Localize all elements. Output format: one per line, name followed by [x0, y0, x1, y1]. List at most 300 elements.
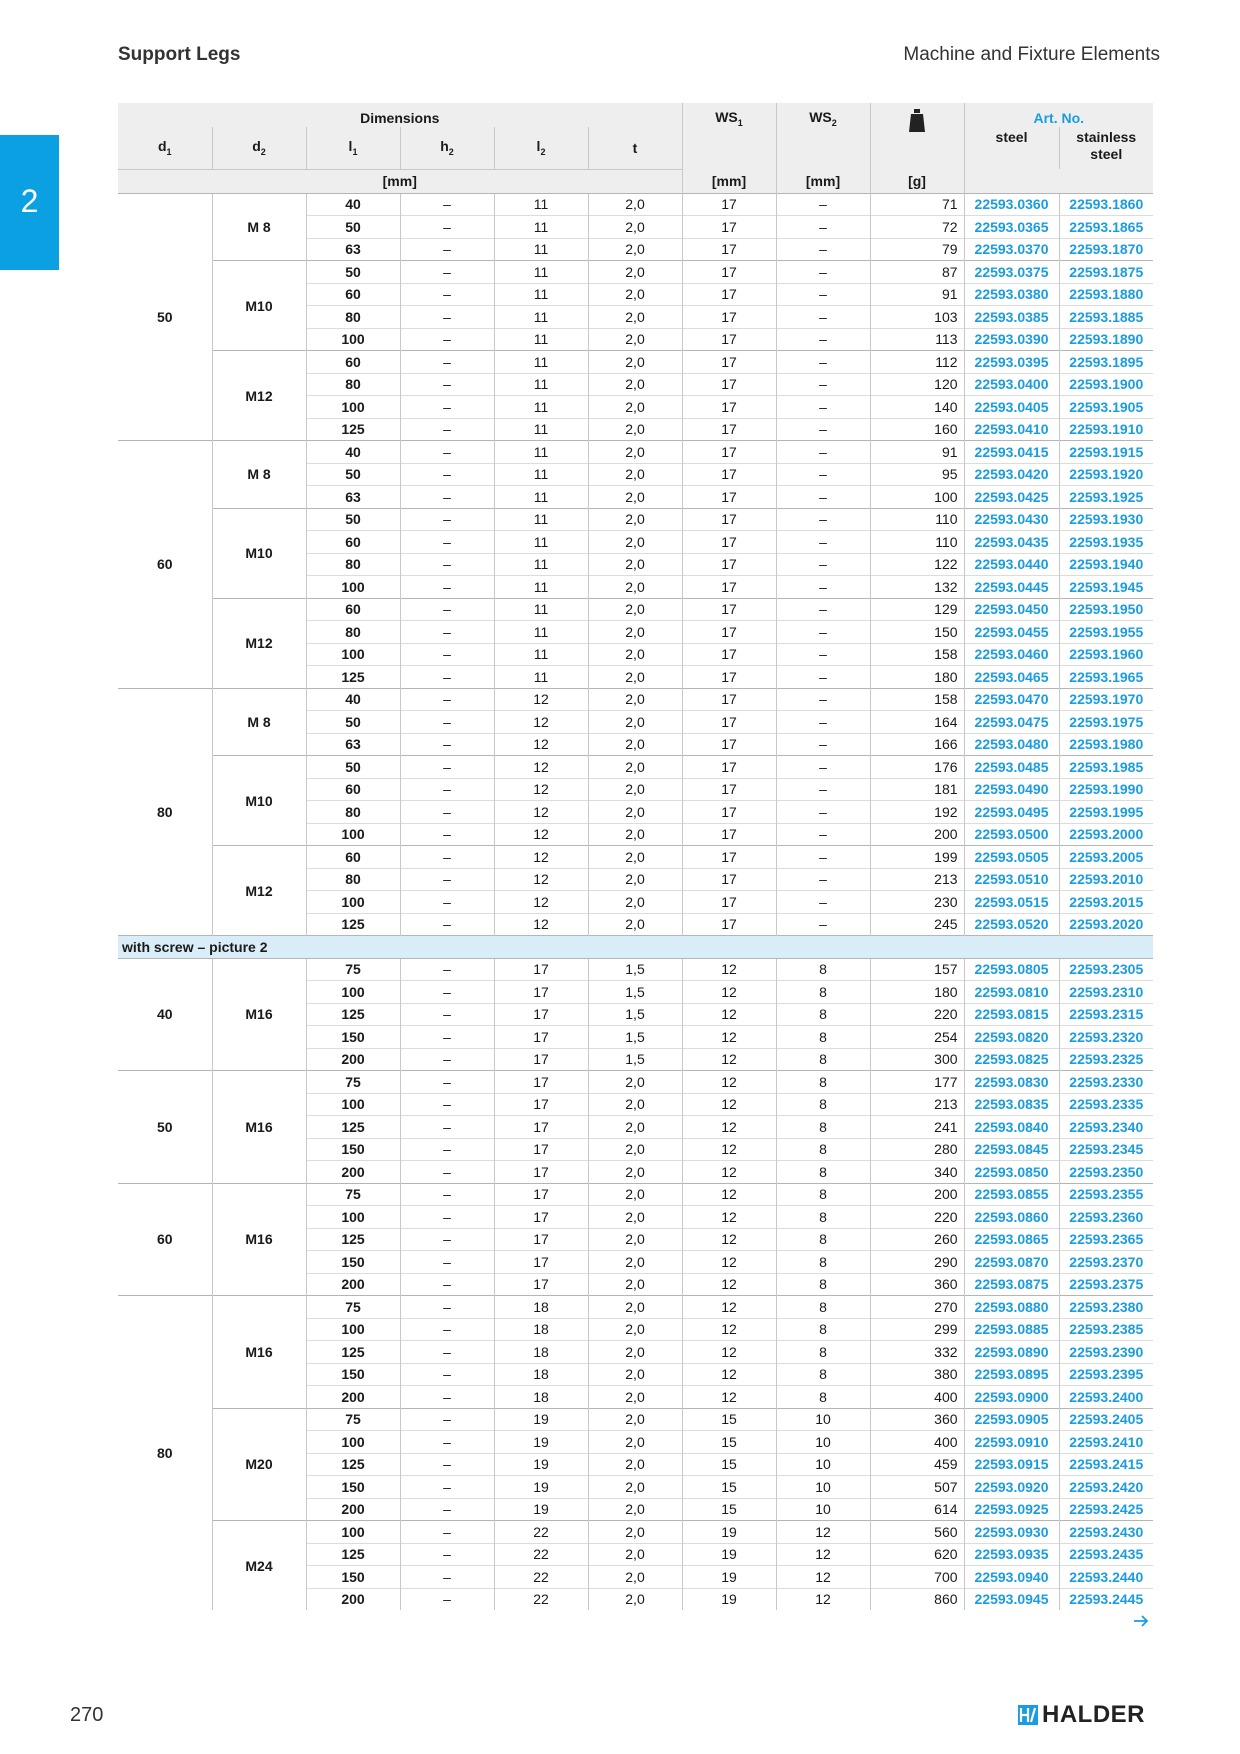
cell-h2: –	[400, 216, 494, 239]
cell-ws2: –	[776, 306, 870, 329]
cell-l2: 17	[494, 1003, 588, 1026]
cell-weight: 129	[870, 598, 964, 621]
cell-l2: 11	[494, 193, 588, 216]
ws1-sub: 1	[737, 117, 743, 128]
cell-artno-stainless[interactable]: 22593.2355	[1059, 1183, 1153, 1206]
cell-h2: –	[400, 1566, 494, 1589]
cell-ws2: 8	[776, 1318, 870, 1341]
cell-ws2: –	[776, 463, 870, 486]
cell-ws1: 19	[682, 1543, 776, 1566]
support-legs-table-container	[118, 103, 1153, 1610]
cell-weight: 157	[870, 958, 964, 981]
cell-h2: –	[400, 621, 494, 644]
cell-artno-steel[interactable]: 22593.0480	[964, 733, 1059, 756]
cell-artno-stainless[interactable]: 22593.1910	[1059, 418, 1153, 441]
ws1-label: WS	[715, 109, 738, 125]
cell-artno-steel[interactable]: 22593.0875	[964, 1273, 1059, 1296]
cell-l2: 18	[494, 1296, 588, 1319]
cell-ws2: –	[776, 261, 870, 284]
cell-artno-steel[interactable]: 22593.0850	[964, 1161, 1059, 1184]
cell-artno-stainless[interactable]: 22593.2380	[1059, 1296, 1153, 1319]
cell-l1: 100	[306, 823, 400, 846]
cell-artno-stainless[interactable]: 22593.2395	[1059, 1363, 1153, 1386]
cell-artno-stainless[interactable]: 22593.1930	[1059, 508, 1153, 531]
cell-weight: 290	[870, 1251, 964, 1274]
cell-artno-steel[interactable]: 22593.0435	[964, 531, 1059, 554]
cell-artno-steel[interactable]: 22593.0425	[964, 486, 1059, 509]
cell-artno-steel[interactable]: 22593.0430	[964, 508, 1059, 531]
cell-artno-stainless[interactable]: 22593.1870	[1059, 238, 1153, 261]
cell-artno-steel[interactable]: 22593.0880	[964, 1296, 1059, 1319]
cell-l2: 11	[494, 306, 588, 329]
cell-weight: 100	[870, 486, 964, 509]
cell-artno-steel[interactable]: 22593.0515	[964, 891, 1059, 914]
cell-ws2: 8	[776, 1341, 870, 1364]
cell-weight: 200	[870, 823, 964, 846]
cell-artno-steel[interactable]: 22593.0890	[964, 1341, 1059, 1364]
cell-artno-stainless[interactable]: 22593.1985	[1059, 756, 1153, 779]
cell-artno-steel[interactable]: 22593.0375	[964, 261, 1059, 284]
cell-artno-steel[interactable]: 22593.0830	[964, 1071, 1059, 1094]
cell-h2: –	[400, 891, 494, 914]
cell-h2: –	[400, 238, 494, 261]
cell-h2: –	[400, 666, 494, 689]
cell-l2: 11	[494, 238, 588, 261]
cell-weight: 332	[870, 1341, 964, 1364]
cell-h2: –	[400, 328, 494, 351]
cell-l2: 19	[494, 1476, 588, 1499]
cell-l1: 75	[306, 1071, 400, 1094]
cell-artno-stainless[interactable]: 22593.2385	[1059, 1318, 1153, 1341]
cell-ws1: 15	[682, 1431, 776, 1454]
cell-t: 2,0	[588, 666, 682, 689]
cell-artno-stainless[interactable]: 22593.2015	[1059, 891, 1153, 914]
cell-h2: –	[400, 1318, 494, 1341]
cell-artno-stainless[interactable]: 22593.1970	[1059, 688, 1153, 711]
cell-artno-stainless[interactable]: 22593.1920	[1059, 463, 1153, 486]
cell-l2: 11	[494, 351, 588, 374]
cell-artno-steel[interactable]: 22593.0405	[964, 396, 1059, 419]
cell-t: 2,0	[588, 891, 682, 914]
cell-h2: –	[400, 1048, 494, 1071]
ws2-header	[776, 103, 870, 169]
cell-artno-steel[interactable]: 22593.0395	[964, 351, 1059, 374]
cell-t: 2,0	[588, 756, 682, 779]
cell-artno-steel[interactable]: 22593.0475	[964, 711, 1059, 734]
cell-artno-stainless[interactable]: 22593.1905	[1059, 396, 1153, 419]
cell-artno-steel[interactable]: 22593.0520	[964, 913, 1059, 936]
cell-l1: 50	[306, 261, 400, 284]
cell-artno-steel[interactable]: 22593.0460	[964, 643, 1059, 666]
cell-t: 2,0	[588, 1138, 682, 1161]
cell-ws2: –	[776, 846, 870, 869]
cell-artno-stainless[interactable]: 22593.1960	[1059, 643, 1153, 666]
cell-artno-steel[interactable]: 22593.0450	[964, 598, 1059, 621]
cell-h2: –	[400, 711, 494, 734]
cell-artno-stainless[interactable]: 22593.2330	[1059, 1071, 1153, 1094]
support-legs-table	[118, 103, 1153, 1610]
cell-artno-steel[interactable]: 22593.0465	[964, 666, 1059, 689]
cell-t: 2,0	[588, 396, 682, 419]
cell-weight: 360	[870, 1408, 964, 1431]
cell-l1: 100	[306, 1431, 400, 1454]
cell-l2: 11	[494, 261, 588, 284]
cell-weight: 113	[870, 328, 964, 351]
cell-ws2: –	[776, 351, 870, 374]
cell-artno-steel[interactable]: 22593.0440	[964, 553, 1059, 576]
cell-l1: 125	[306, 1543, 400, 1566]
cell-weight: 360	[870, 1273, 964, 1296]
cell-artno-stainless[interactable]: 22593.2005	[1059, 846, 1153, 869]
cell-artno-stainless[interactable]: 22593.2335	[1059, 1093, 1153, 1116]
cell-d1: 50	[118, 193, 212, 441]
cell-artno-steel[interactable]: 22593.0915	[964, 1453, 1059, 1476]
cell-ws1: 17	[682, 868, 776, 891]
stainless-header: stainless steel	[1059, 127, 1153, 169]
cell-artno-steel[interactable]: 22593.0510	[964, 868, 1059, 891]
dimensions-header: Dimensions	[118, 103, 682, 127]
cell-artno-stainless[interactable]: 22593.1980	[1059, 733, 1153, 756]
cell-artno-stainless[interactable]: 22593.1880	[1059, 283, 1153, 306]
cell-artno-stainless[interactable]: 22593.2415	[1059, 1453, 1153, 1476]
cell-artno-stainless[interactable]: 22593.1915	[1059, 441, 1153, 464]
cell-h2: –	[400, 1588, 494, 1610]
cell-weight: 91	[870, 283, 964, 306]
cell-weight: 166	[870, 733, 964, 756]
cell-ws1: 17	[682, 778, 776, 801]
cell-artno-stainless[interactable]: 22593.1945	[1059, 576, 1153, 599]
cell-weight: 230	[870, 891, 964, 914]
cell-weight: 340	[870, 1161, 964, 1184]
cell-weight: 180	[870, 981, 964, 1004]
cell-h2: –	[400, 463, 494, 486]
cell-artno-steel[interactable]: 22593.0860	[964, 1206, 1059, 1229]
cell-l1: 100	[306, 1521, 400, 1544]
cell-t: 2,0	[588, 1363, 682, 1386]
cell-artno-steel[interactable]: 22593.0400	[964, 373, 1059, 396]
weight-icon	[908, 109, 926, 133]
cell-artno-steel[interactable]: 22593.0845	[964, 1138, 1059, 1161]
cell-h2: –	[400, 981, 494, 1004]
cell-l2: 17	[494, 1251, 588, 1274]
cell-ws2: –	[776, 621, 870, 644]
cell-weight: 459	[870, 1453, 964, 1476]
cell-ws2: –	[776, 193, 870, 216]
cell-d2: M16	[212, 1071, 306, 1184]
cell-ws2: –	[776, 778, 870, 801]
cell-artno-stainless[interactable]: 22593.1965	[1059, 666, 1153, 689]
cell-ws2: 10	[776, 1431, 870, 1454]
cell-t: 1,5	[588, 958, 682, 981]
cell-artno-stainless[interactable]: 22593.2370	[1059, 1251, 1153, 1274]
cell-artno-stainless[interactable]: 22593.1900	[1059, 373, 1153, 396]
cell-d1: 40	[118, 958, 212, 1071]
cell-artno-stainless[interactable]: 22593.2390	[1059, 1341, 1153, 1364]
cell-weight: 103	[870, 306, 964, 329]
cell-l1: 200	[306, 1498, 400, 1521]
cell-artno-stainless[interactable]: 22593.2360	[1059, 1206, 1153, 1229]
cell-ws2: –	[776, 396, 870, 419]
cell-artno-stainless[interactable]: 22593.1950	[1059, 598, 1153, 621]
cell-artno-steel[interactable]: 22593.0495	[964, 801, 1059, 824]
l2-header	[494, 127, 588, 169]
cell-artno-stainless[interactable]: 22593.2320	[1059, 1026, 1153, 1049]
cell-l2: 12	[494, 913, 588, 936]
cell-d2: M24	[212, 1521, 306, 1611]
d2-label: d	[252, 138, 261, 155]
cell-ws1: 12	[682, 1296, 776, 1319]
cell-weight: 213	[870, 1093, 964, 1116]
cell-h2: –	[400, 306, 494, 329]
cell-ws2: 12	[776, 1588, 870, 1610]
cell-ws1: 17	[682, 733, 776, 756]
cell-artno-stainless[interactable]: 22593.2325	[1059, 1048, 1153, 1071]
cell-artno-steel[interactable]: 22593.0835	[964, 1093, 1059, 1116]
cell-t: 2,0	[588, 576, 682, 599]
cell-artno-stainless[interactable]: 22593.2435	[1059, 1543, 1153, 1566]
cell-artno-stainless[interactable]: 22593.1995	[1059, 801, 1153, 824]
t-header: t	[588, 127, 682, 169]
cell-t: 1,5	[588, 1026, 682, 1049]
cell-l2: 17	[494, 1138, 588, 1161]
cell-artno-stainless[interactable]: 22593.2010	[1059, 868, 1153, 891]
cell-l2: 11	[494, 396, 588, 419]
cell-artno-stainless[interactable]: 22593.1895	[1059, 351, 1153, 374]
halder-logo-icon	[1018, 1705, 1038, 1725]
cell-artno-stainless[interactable]: 22593.1875	[1059, 261, 1153, 284]
cell-ws2: –	[776, 553, 870, 576]
cell-t: 2,0	[588, 216, 682, 239]
cell-l1: 100	[306, 891, 400, 914]
cell-weight: 79	[870, 238, 964, 261]
cell-weight: 158	[870, 688, 964, 711]
cell-ws2: 8	[776, 1273, 870, 1296]
cell-artno-steel[interactable]: 22593.0820	[964, 1026, 1059, 1049]
cell-l2: 12	[494, 891, 588, 914]
cell-l2: 17	[494, 1026, 588, 1049]
cell-h2: –	[400, 1386, 494, 1409]
cell-ws2: –	[776, 913, 870, 936]
cell-h2: –	[400, 441, 494, 464]
cell-artno-stainless[interactable]: 22593.1925	[1059, 486, 1153, 509]
cell-artno-steel[interactable]: 22593.0895	[964, 1363, 1059, 1386]
cell-ws1: 12	[682, 958, 776, 981]
cell-ws2: –	[776, 756, 870, 779]
cell-l2: 17	[494, 1116, 588, 1139]
cell-artno-stainless[interactable]: 22593.1890	[1059, 328, 1153, 351]
cell-d1: 50	[118, 1071, 212, 1184]
cell-artno-stainless[interactable]: 22593.2420	[1059, 1476, 1153, 1499]
d1-label: d	[157, 138, 167, 155]
cell-artno-steel[interactable]: 22593.0925	[964, 1498, 1059, 1521]
cell-ws1: 12	[682, 1386, 776, 1409]
cell-d2: M 8	[212, 688, 306, 756]
cell-d2: M10	[212, 756, 306, 846]
cell-weight: 177	[870, 1071, 964, 1094]
cell-artno-steel[interactable]: 22593.0945	[964, 1588, 1059, 1610]
cell-t: 2,0	[588, 846, 682, 869]
cell-artno-stainless[interactable]: 22593.2345	[1059, 1138, 1153, 1161]
cell-h2: –	[400, 733, 494, 756]
cell-t: 2,0	[588, 1228, 682, 1251]
cell-artno-stainless[interactable]: 22593.2365	[1059, 1228, 1153, 1251]
brand-name: HALDER	[1042, 1701, 1145, 1728]
artno-header: Art. No.	[964, 103, 1153, 127]
cell-l2: 12	[494, 846, 588, 869]
cell-l2: 11	[494, 463, 588, 486]
table-row	[118, 508, 1153, 531]
cell-h2: –	[400, 373, 494, 396]
cell-artno-steel[interactable]: 22593.0940	[964, 1566, 1059, 1589]
cell-artno-stainless[interactable]: 22593.2400	[1059, 1386, 1153, 1409]
cell-artno-stainless[interactable]: 22593.1885	[1059, 306, 1153, 329]
table-row	[118, 1521, 1153, 1544]
cell-artno-stainless[interactable]: 22593.1860	[1059, 193, 1153, 216]
cell-artno-stainless[interactable]: 22593.2305	[1059, 958, 1153, 981]
cell-weight: 120	[870, 373, 964, 396]
cell-artno-stainless[interactable]: 22593.2425	[1059, 1498, 1153, 1521]
cell-artno-stainless[interactable]: 22593.2410	[1059, 1431, 1153, 1454]
cell-l1: 75	[306, 1296, 400, 1319]
cell-weight: 380	[870, 1363, 964, 1386]
cell-weight: 560	[870, 1521, 964, 1544]
cell-h2: –	[400, 1273, 494, 1296]
cell-artno-stainless[interactable]: 22593.1975	[1059, 711, 1153, 734]
cell-h2: –	[400, 193, 494, 216]
cell-ws1: 15	[682, 1476, 776, 1499]
cell-t: 2,0	[588, 328, 682, 351]
cell-ws2: 10	[776, 1453, 870, 1476]
cell-t: 2,0	[588, 283, 682, 306]
cell-artno-steel[interactable]: 22593.0900	[964, 1386, 1059, 1409]
page-title: Support Legs	[118, 44, 241, 65]
cell-l1: 200	[306, 1386, 400, 1409]
cell-t: 2,0	[588, 373, 682, 396]
cell-t: 2,0	[588, 1476, 682, 1499]
cell-artno-stainless[interactable]: 22593.2310	[1059, 981, 1153, 1004]
d1-sub: 1	[166, 147, 172, 158]
table-row	[118, 193, 1153, 216]
cell-h2: –	[400, 1228, 494, 1251]
cell-artno-steel[interactable]: 22593.0490	[964, 778, 1059, 801]
cell-l1: 60	[306, 283, 400, 306]
cell-t: 2,0	[588, 688, 682, 711]
cell-weight: 199	[870, 846, 964, 869]
cell-l1: 80	[306, 868, 400, 891]
cell-artno-stainless[interactable]: 22593.1955	[1059, 621, 1153, 644]
cell-t: 2,0	[588, 553, 682, 576]
cell-l2: 12	[494, 756, 588, 779]
cell-artno-stainless[interactable]: 22593.2405	[1059, 1408, 1153, 1431]
cell-weight: 300	[870, 1048, 964, 1071]
table-row	[118, 688, 1153, 711]
cell-artno-stainless[interactable]: 22593.1940	[1059, 553, 1153, 576]
cell-artno-steel[interactable]: 22593.0455	[964, 621, 1059, 644]
cell-artno-steel[interactable]: 22593.0825	[964, 1048, 1059, 1071]
cell-ws1: 12	[682, 1071, 776, 1094]
cell-artno-steel[interactable]: 22593.0920	[964, 1476, 1059, 1499]
cell-ws1: 17	[682, 418, 776, 441]
cell-artno-steel[interactable]: 22593.0385	[964, 306, 1059, 329]
cell-artno-stainless[interactable]: 22593.1935	[1059, 531, 1153, 554]
cell-artno-steel[interactable]: 22593.0865	[964, 1228, 1059, 1251]
cell-artno-steel[interactable]: 22593.0360	[964, 193, 1059, 216]
cell-artno-steel[interactable]: 22593.0840	[964, 1116, 1059, 1139]
cell-artno-steel[interactable]: 22593.0815	[964, 1003, 1059, 1026]
cell-weight: 245	[870, 913, 964, 936]
cell-t: 2,0	[588, 441, 682, 464]
cell-t: 1,5	[588, 1048, 682, 1071]
cell-artno-stainless[interactable]: 22593.2020	[1059, 913, 1153, 936]
cell-l2: 22	[494, 1543, 588, 1566]
cell-h2: –	[400, 1341, 494, 1364]
cell-artno-steel[interactable]: 22593.0485	[964, 756, 1059, 779]
cell-ws2: 8	[776, 1161, 870, 1184]
cell-l1: 125	[306, 1341, 400, 1364]
cell-t: 2,0	[588, 1453, 682, 1476]
cell-artno-steel[interactable]: 22593.0365	[964, 216, 1059, 239]
cell-artno-steel[interactable]: 22593.0805	[964, 958, 1059, 981]
cell-ws1: 17	[682, 823, 776, 846]
cell-artno-steel[interactable]: 22593.0380	[964, 283, 1059, 306]
cell-artno-steel[interactable]: 22593.0415	[964, 441, 1059, 464]
cell-artno-stainless[interactable]: 22593.2375	[1059, 1273, 1153, 1296]
cell-artno-steel[interactable]: 22593.0390	[964, 328, 1059, 351]
cell-artno-steel[interactable]: 22593.0935	[964, 1543, 1059, 1566]
cell-h2: –	[400, 1093, 494, 1116]
cell-artno-stainless[interactable]: 22593.2315	[1059, 1003, 1153, 1026]
cell-l1: 100	[306, 396, 400, 419]
cell-t: 2,0	[588, 1296, 682, 1319]
cell-artno-stainless[interactable]: 22593.2445	[1059, 1588, 1153, 1610]
cell-t: 2,0	[588, 1206, 682, 1229]
cell-l2: 11	[494, 666, 588, 689]
cell-artno-steel[interactable]: 22593.0870	[964, 1251, 1059, 1274]
cell-artno-stainless[interactable]: 22593.2430	[1059, 1521, 1153, 1544]
cell-artno-stainless[interactable]: 22593.2440	[1059, 1566, 1153, 1589]
table-row	[118, 1071, 1153, 1094]
cell-artno-steel[interactable]: 22593.0930	[964, 1521, 1059, 1544]
table-body	[118, 193, 1153, 1610]
cell-weight: 299	[870, 1318, 964, 1341]
cell-h2: –	[400, 846, 494, 869]
cell-artno-steel[interactable]: 22593.0905	[964, 1408, 1059, 1431]
cell-weight: 270	[870, 1296, 964, 1319]
cell-ws1: 12	[682, 1251, 776, 1274]
cell-ws2: –	[776, 418, 870, 441]
cell-artno-steel[interactable]: 22593.0410	[964, 418, 1059, 441]
cell-artno-steel[interactable]: 22593.0370	[964, 238, 1059, 261]
cell-l1: 75	[306, 1183, 400, 1206]
cell-artno-stainless[interactable]: 22593.2340	[1059, 1116, 1153, 1139]
cell-artno-steel[interactable]: 22593.0855	[964, 1183, 1059, 1206]
cell-artno-steel[interactable]: 22593.0420	[964, 463, 1059, 486]
cell-artno-steel[interactable]: 22593.0445	[964, 576, 1059, 599]
cell-artno-steel[interactable]: 22593.0500	[964, 823, 1059, 846]
cell-artno-steel[interactable]: 22593.0910	[964, 1431, 1059, 1454]
cell-artno-steel[interactable]: 22593.0885	[964, 1318, 1059, 1341]
table-row	[118, 958, 1153, 981]
cell-artno-steel[interactable]: 22593.0810	[964, 981, 1059, 1004]
cell-artno-stainless[interactable]: 22593.2350	[1059, 1161, 1153, 1184]
cell-artno-steel[interactable]: 22593.0505	[964, 846, 1059, 869]
cell-artno-stainless[interactable]: 22593.1990	[1059, 778, 1153, 801]
cell-artno-stainless[interactable]: 22593.2000	[1059, 823, 1153, 846]
cell-ws1: 17	[682, 531, 776, 554]
cell-artno-steel[interactable]: 22593.0470	[964, 688, 1059, 711]
cell-l2: 12	[494, 733, 588, 756]
cell-artno-stainless[interactable]: 22593.1865	[1059, 216, 1153, 239]
